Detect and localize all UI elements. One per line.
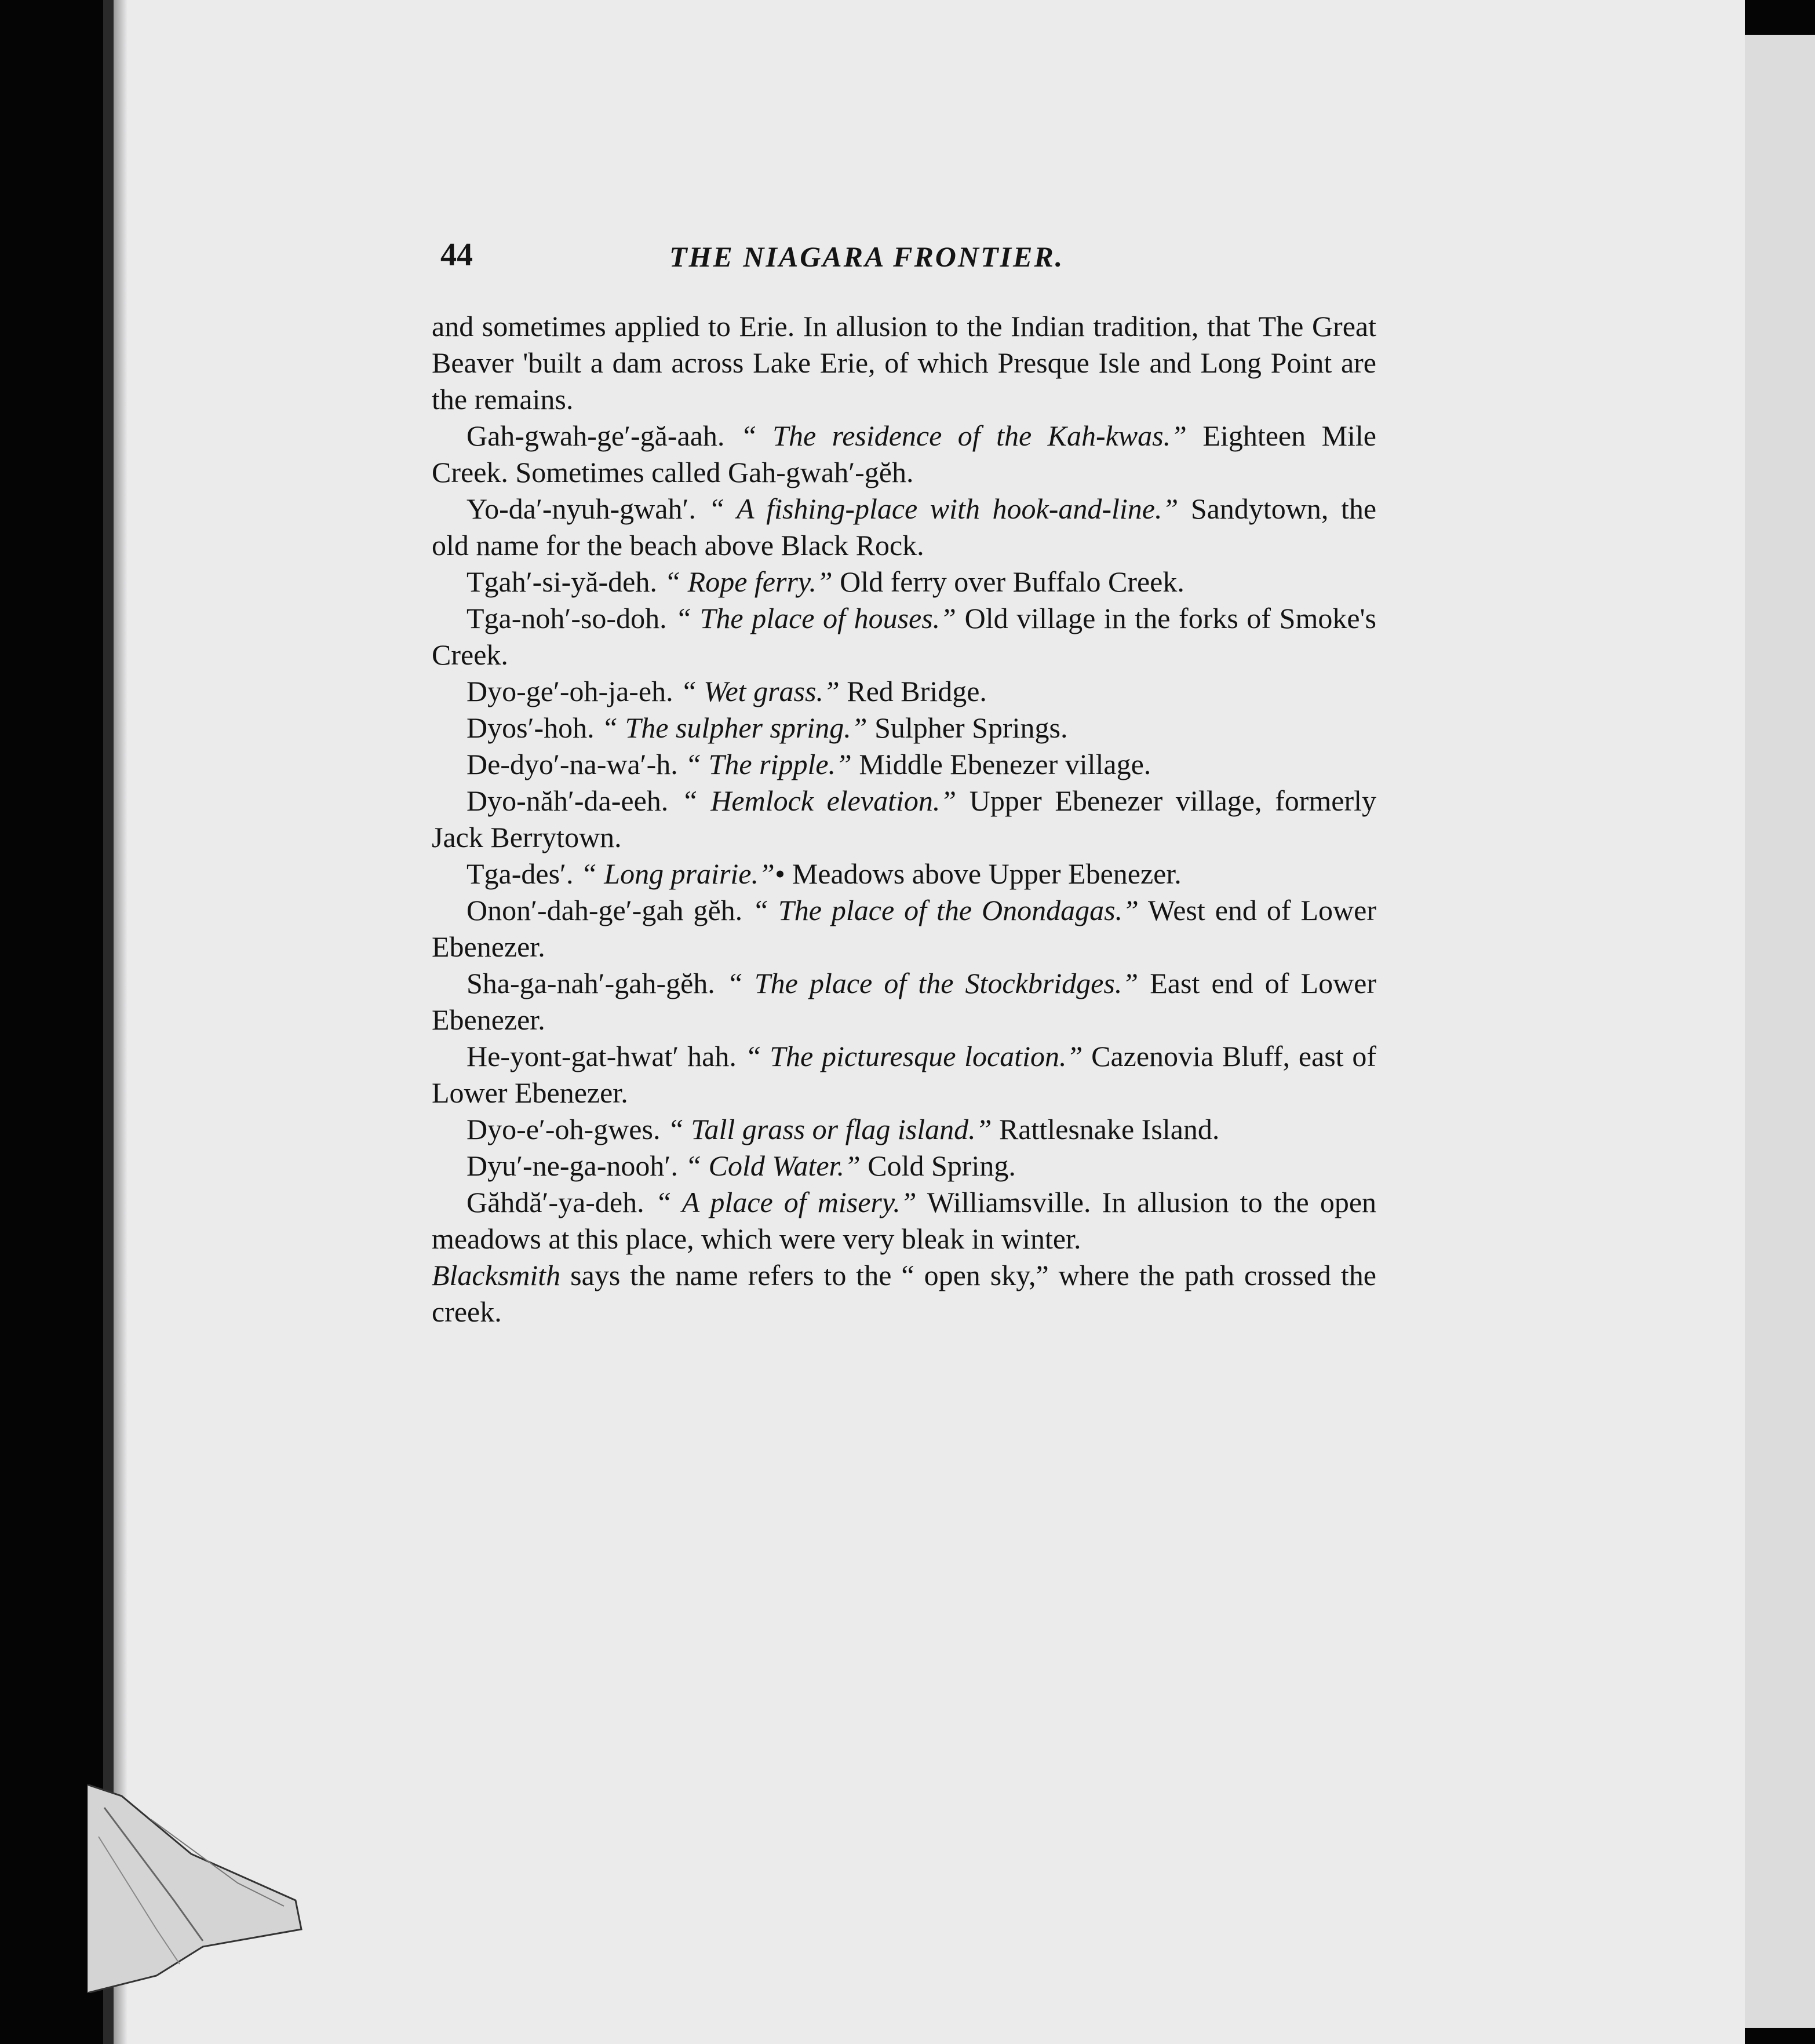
indian-name: De-dyo′-na-wa′-h. [466, 748, 678, 780]
indian-name: He-yont-gat-hwat′ hah. [466, 1040, 737, 1072]
location-description: Rattlesnake Island. [998, 1113, 1220, 1145]
name-meaning: “ Rope ferry.” [664, 565, 833, 598]
name-meaning: “ Cold Water.” [685, 1149, 861, 1182]
location-description: Cazenovia Bluff, east of Lower Ebenezer. [432, 1040, 1376, 1109]
name-meaning: “ Tall grass or flag island.” [667, 1113, 992, 1145]
name-meaning: “ The picturesque location.” [745, 1040, 1083, 1072]
indian-name: Dyo-e′-oh-gwes. [466, 1113, 661, 1145]
next-page-edge [1741, 35, 1815, 2028]
name-meaning: “ A place of misery.” [655, 1186, 917, 1218]
indian-name: Dyos′-hoh. [466, 711, 595, 744]
location-description: Sulpher Springs. [874, 711, 1068, 744]
location-description: Old ferry over Buffalo Creek. [840, 565, 1185, 598]
name-meaning: “ A fishing-place with hook-and-line.” [708, 492, 1179, 525]
place-name-entry [432, 856, 1376, 892]
indian-name: Dyu′-ne-ga-nooh′. [466, 1149, 678, 1182]
location-description: Sandytown, the old name for the beach above Black Rock. [432, 492, 1377, 561]
name-meaning: “ The sulpher spring.” [602, 711, 868, 744]
indian-name: Tga-noh′-so-doh. [466, 602, 667, 634]
location-description: Red Bridge. [847, 675, 987, 707]
place-name-entry [432, 1038, 1376, 1111]
place-name-list [432, 418, 1376, 1257]
location-description: Old village in the forks of Smoke's Creek. [432, 602, 1377, 671]
place-name-entry [432, 418, 1376, 491]
place-name-entry [432, 491, 1376, 564]
place-name-entry [432, 673, 1376, 710]
location-description: Williamsville. In allusion to the open meadows at this place, which were very bleak in winter. [432, 1186, 1377, 1255]
name-meaning: “ The place of the Stockbridges.” [726, 967, 1139, 999]
name-meaning: “ The ripple.” [685, 748, 852, 780]
place-name-entry [432, 1184, 1376, 1257]
location-description: West end of Lower Ebenezer. [432, 894, 1376, 963]
location-description: East end of Lower Ebenezer. [432, 967, 1377, 1036]
place-name-entry [432, 710, 1376, 746]
page-body-text [432, 308, 1376, 1330]
indian-name: Dyo-năh′-da-eeh. [466, 784, 669, 817]
name-meaning: “ The place of houses.” [675, 602, 956, 634]
name-meaning: “ Hemlock elevation.” [681, 784, 957, 817]
closing-text: says the name refers to the “ open sky,” where the path crossed the creek. [432, 1259, 1377, 1328]
indian-name: Sha-ga-nah′-gah-gĕh. [466, 967, 715, 999]
page-number: 44 [440, 237, 473, 273]
place-name-entry [432, 1111, 1376, 1148]
name-meaning: “ Long prairie.”• [580, 857, 785, 890]
torn-corner-graphic [87, 1784, 307, 1993]
name-meaning: “ The place of the Onondagas.” [752, 894, 1139, 926]
place-name-entry [432, 892, 1376, 965]
opening-paragraph: and sometimes applied to Erie. In allusion to the Indian tradition, that The Great Beaver 'built a dam across Lake Erie, of which Presque Isle and Long Point are the remains. [432, 310, 1376, 415]
location-description: Eighteen Mile Creek. Sometimes called Gah-gwah′-gĕh. [432, 419, 1377, 488]
running-title: THE NIAGARA FRONTIER. [669, 240, 1065, 273]
location-description: Middle Ebenezer village. [859, 748, 1151, 780]
indian-name: Tgah′-si-yă-deh. [466, 565, 657, 598]
page-edge-shadow [114, 0, 127, 2044]
source-name: Blacksmith [432, 1259, 561, 1291]
closing-paragraph [432, 1257, 1376, 1330]
name-meaning: “ Wet grass.” [680, 675, 840, 707]
name-meaning: “ The residence of the Kah-kwas.” [740, 419, 1187, 452]
place-name-entry [432, 783, 1376, 856]
location-description: Meadows above Upper Ebenezer. [792, 857, 1182, 890]
location-description: Cold Spring. [868, 1149, 1016, 1182]
place-name-entry [432, 965, 1376, 1038]
indian-name: Yo-da′-nyuh-gwah′. [466, 492, 696, 525]
indian-name: Tga-des′. [466, 857, 574, 890]
place-name-entry [432, 564, 1376, 600]
place-name-entry [432, 600, 1376, 673]
place-name-entry [432, 746, 1376, 783]
place-name-entry [432, 1148, 1376, 1184]
location-description: Upper Ebenezer village, formerly Jack Berrytown. [432, 784, 1377, 853]
indian-name: Găhdă′-ya-deh. [466, 1186, 644, 1218]
running-head [440, 236, 1182, 289]
indian-name: Gah-gwah-ge′-gă-aah. [466, 419, 725, 452]
indian-name: Onon′-dah-ge′-gah gĕh. [466, 894, 743, 926]
indian-name: Dyo-ge′-oh-ja-eh. [466, 675, 673, 707]
